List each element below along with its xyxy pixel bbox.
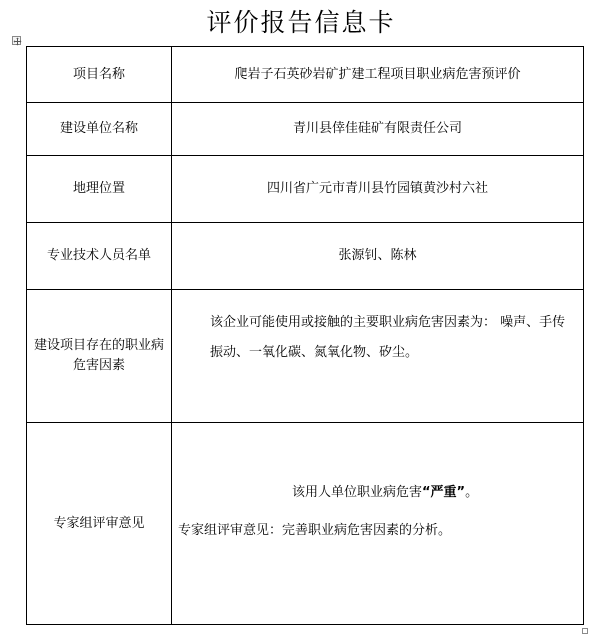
table-row <box>27 156 584 223</box>
hazard-level-line <box>172 482 583 504</box>
expert-opinion-cell <box>172 423 584 625</box>
document-title: 评价报告信息卡 <box>206 8 396 37</box>
project-name-label: 项目名称 <box>27 47 172 103</box>
staff-list-label: 专业技术人员名单 <box>27 223 172 290</box>
table-row <box>27 423 584 625</box>
hazard-factors-value: 该企业可能使用或接触的主要职业病危害因素为： 噪声、手传振动、一氧化碳、氮氧化物、矽尘。 <box>210 315 566 360</box>
table-resize-handle[interactable] <box>582 628 588 634</box>
table-move-handle-icon[interactable] <box>12 36 21 45</box>
info-card-table <box>26 46 584 625</box>
expert-opinion-content <box>172 482 583 542</box>
hazard-factors-cell <box>172 290 584 423</box>
location-label: 地理位置 <box>27 156 172 223</box>
staff-list-value: 张源钊、陈林 <box>172 223 584 290</box>
hazard-factors-label: 建设项目存在的职业病危害因素 <box>27 290 172 423</box>
project-name-value: 爬岩子石英砂岩矿扩建工程项目职业病危害预评价 <box>172 47 584 103</box>
review-opinion-line: 专家组评审意见：完善职业病危害因素的分析。 <box>178 522 452 538</box>
table-row <box>27 290 584 423</box>
table-row <box>27 47 584 103</box>
expert-opinion-label: 专家组评审意见 <box>27 423 172 625</box>
table-row <box>27 103 584 156</box>
hazard-level-value: “严重” <box>422 484 466 500</box>
table-row <box>27 223 584 290</box>
location-value: 四川省广元市青川县竹园镇黄沙村六社 <box>172 156 584 223</box>
employer-name-value: 青川县倖佳硅矿有限责任公司 <box>172 103 584 156</box>
hazard-level-prefix: 该用人单位职业病危害 <box>292 484 423 500</box>
employer-name-label: 建设单位名称 <box>27 103 172 156</box>
hazard-level-suffix: 。 <box>465 484 479 500</box>
